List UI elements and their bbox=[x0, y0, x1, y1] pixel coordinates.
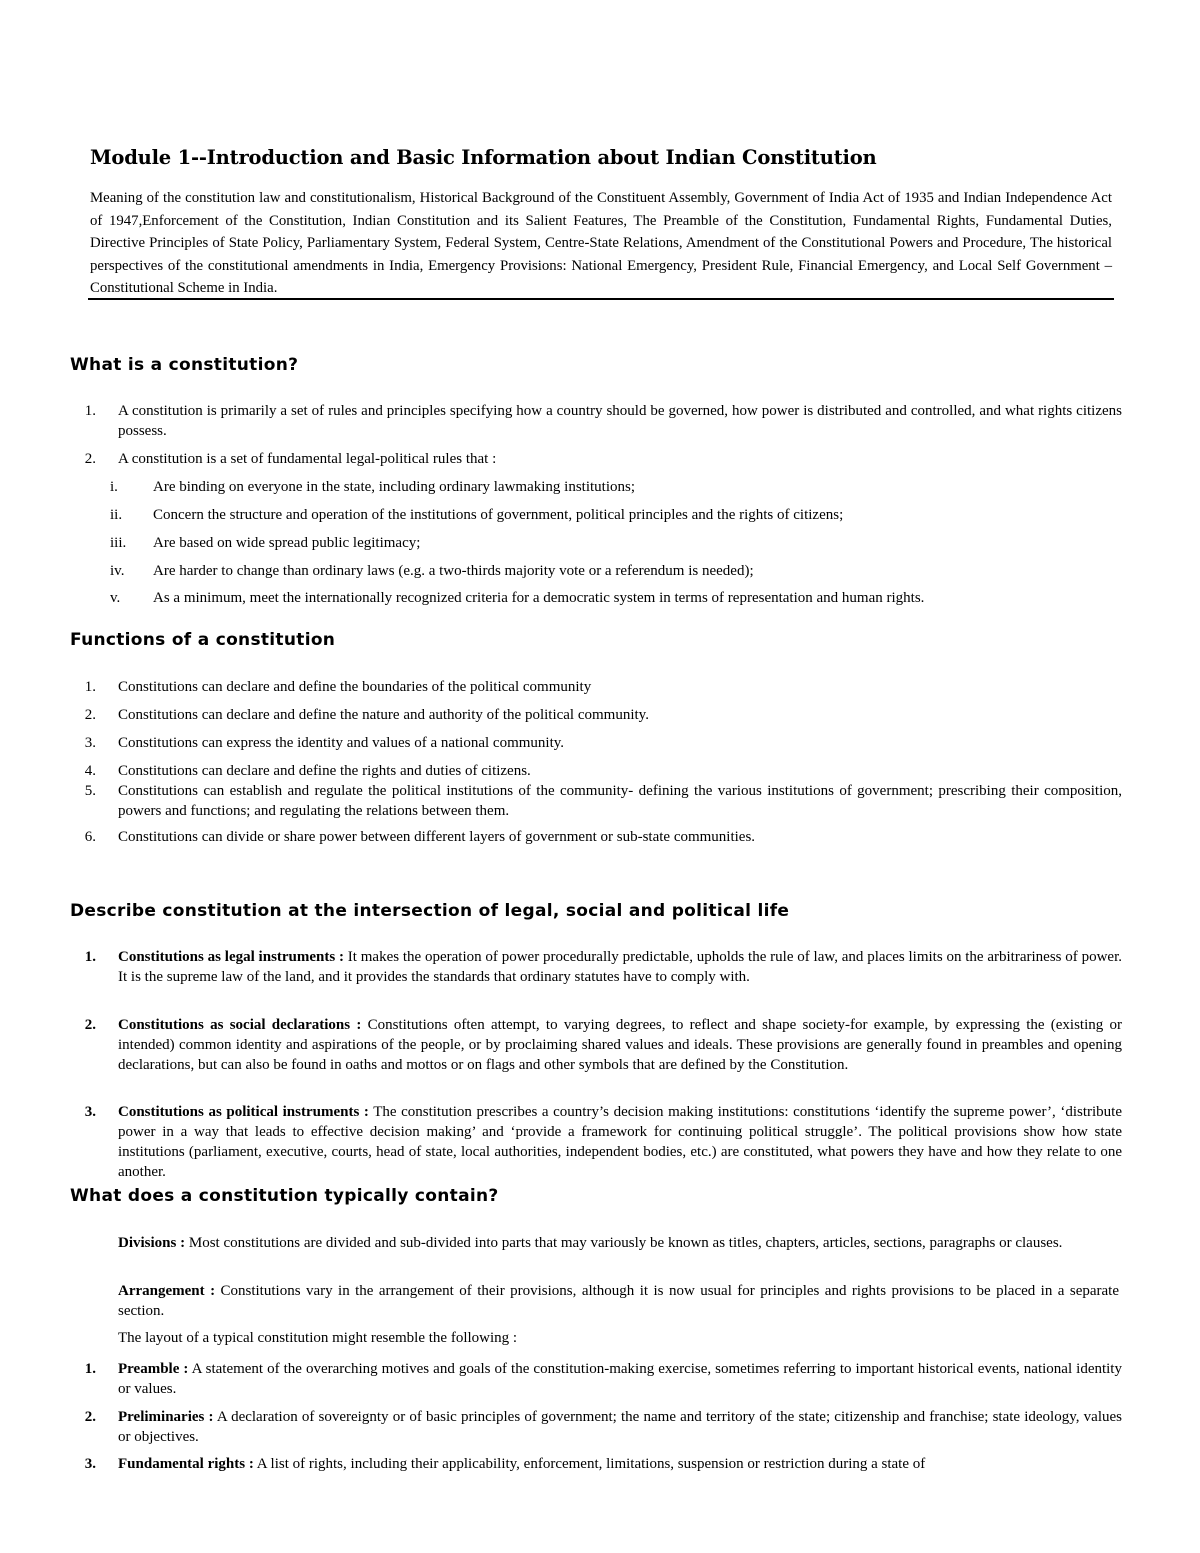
sub-list-number: ii. bbox=[110, 507, 123, 523]
list-text bbox=[118, 947, 1122, 987]
list-number: 1. bbox=[84, 949, 96, 965]
list-text bbox=[118, 1407, 1122, 1447]
list-number: 3. bbox=[84, 1456, 96, 1472]
list-number: 4. bbox=[84, 763, 96, 779]
list-number: 2. bbox=[84, 451, 96, 467]
list-item bbox=[70, 827, 1122, 847]
list-item bbox=[70, 401, 1122, 441]
list-text bbox=[118, 1359, 1122, 1399]
list-item bbox=[70, 781, 1122, 821]
divisions-term: Divisions : bbox=[118, 1235, 186, 1251]
list-item bbox=[70, 733, 1122, 753]
list-item bbox=[70, 1359, 1122, 1399]
sub-list-number: i. bbox=[110, 479, 118, 495]
sub-list-text: Concern the structure and operation of the institutions of government, political principles and the rights of citizens; bbox=[153, 507, 844, 523]
list-number: 2. bbox=[84, 707, 96, 723]
sub-list-number: iii. bbox=[110, 535, 127, 551]
sub-list-text: Are binding on everyone in the state, including ordinary lawmaking institutions; bbox=[153, 479, 635, 495]
list-term: Preamble : bbox=[118, 1361, 189, 1377]
list-number: 2. bbox=[84, 1409, 96, 1425]
list-body: A declaration of sovereignty or of basic principles of government; the name and territory of the state; citizenship and franchise; state ideology, values or objectives. bbox=[118, 1409, 1122, 1445]
list-term: Constitutions as social declarations : bbox=[118, 1017, 362, 1033]
list-item bbox=[70, 1407, 1122, 1447]
sub-list-item bbox=[110, 477, 1110, 497]
list-text: A constitution is primarily a set of rules and principles specifying how a country should be governed, how power is distributed and controlled, and what rights citizens possess. bbox=[118, 403, 1122, 439]
list-number: 3. bbox=[84, 735, 96, 751]
list-body: A list of rights, including their applicability, enforcement, limitations, suspension or restriction during a state of bbox=[253, 1456, 926, 1472]
arrangement-paragraph bbox=[118, 1281, 1119, 1321]
list-term: Fundamental rights : bbox=[118, 1456, 254, 1472]
list-item bbox=[70, 1454, 1122, 1474]
sub-list-item bbox=[110, 588, 1110, 628]
list-term: Constitutions as political instruments : bbox=[118, 1104, 369, 1120]
list-number: 2. bbox=[84, 1017, 96, 1033]
list-item bbox=[70, 1102, 1122, 1182]
list-item bbox=[70, 449, 1122, 469]
list-text: Constitutions can declare and define the rights and duties of citizens. bbox=[118, 763, 531, 779]
sub-list-item bbox=[110, 505, 1110, 525]
list-number: 1. bbox=[84, 1361, 96, 1377]
sub-list-number: iv. bbox=[110, 563, 125, 579]
horizontal-rule bbox=[88, 298, 1114, 300]
list-text: A constitution is a set of fundamental legal-political rules that : bbox=[118, 451, 497, 467]
sub-list-item bbox=[110, 533, 1110, 553]
list-text: Constitutions can express the identity and values of a national community. bbox=[118, 735, 565, 751]
layout-intro: The layout of a typical constitution might resemble the following : bbox=[118, 1330, 518, 1346]
list-item bbox=[70, 705, 1122, 725]
list-item bbox=[70, 677, 1122, 697]
list-item bbox=[70, 761, 1122, 781]
syllabus-paragraph: Meaning of the constitution law and constitutionalism, Historical Background of the Constituent Assembly, Government of India Act of 1935 and Indian Independence Act of 1947,Enforcement of the Constitution, Indian Constitution and its Salient Features, The Preamble of the Constitution, Fundamental Rights, Fundamental Duties, Directive Principles of State Policy, Parliamentary System, Federal System, Centre-State Relations, Amendment of the Constitutional Powers and Procedure, The historical perspectives of the constitutional amendments in India, Emergency Provisions: National Emergency, President Rule, Financial Emergency, and Local Self Government – Constitutional Scheme in India. bbox=[90, 190, 1112, 296]
list-text: Constitutions can declare and define the boundaries of the political community bbox=[118, 679, 592, 695]
sub-list-text: Are based on wide spread public legitimacy; bbox=[153, 535, 421, 551]
list-body: It makes the operation of power procedurally predictable, upholds the rule of law, and places limits on the arbitrariness of power. It is the supreme law of the land, and it provides the standards that ordinary statutes have to comply with. bbox=[118, 949, 1122, 985]
list-term: Constitutions as legal instruments : bbox=[118, 949, 345, 965]
arrangement-text: Constitutions vary in the arrangement of their provisions, although it is now usual for principles and rights provisions to be placed in a separate section. bbox=[118, 1283, 1120, 1319]
list-body: Constitutions often attempt, to varying degrees, to reflect and shape society-for example, by expressing the (existing or intended) common identity and aspirations of the people, or by proclaiming shared values and ideals. These provisions are generally found in preambles and opening declarations, but can also be found in oaths and mottos or on flags and other symbols that are defined by the Constitution. bbox=[118, 1017, 1123, 1073]
sub-list-item bbox=[110, 561, 1110, 581]
list-body: The constitution prescribes a country’s decision making institutions: constitutions ‘identify the supreme power’, ‘distribute power in a way that leads to effective decision making’ and ‘provide a framework for continuing political struggle’. The political provisions show how state institutions (parliament, executive, courts, head of state, local authorities, independent bodies, etc.) are constituted, what powers they have and how they relate to one another. bbox=[118, 1104, 1122, 1180]
list-text: Constitutions can establish and regulate the political institutions of the community- defining the various institutions of government; prescribing their composition, powers and functions; and regulating the relations between them. bbox=[118, 783, 1122, 819]
list-number: 1. bbox=[84, 403, 96, 419]
heading-functions: Functions of a constitution bbox=[70, 630, 336, 650]
list-number: 1. bbox=[84, 679, 96, 695]
list-body: A statement of the overarching motives and goals of the constitution-making exercise, sometimes referring to important historical events, national identity or values. bbox=[118, 1361, 1122, 1397]
heading-typically-contain: What does a constitution typically contain? bbox=[70, 1186, 499, 1206]
divisions-text: Most constitutions are divided and sub-divided into parts that may variously be known as titles, chapters, articles, sections, paragraphs or clauses. bbox=[185, 1235, 1063, 1251]
divisions-paragraph bbox=[118, 1233, 1119, 1253]
list-number: 3. bbox=[84, 1104, 96, 1120]
heading-what-is-constitution: What is a constitution? bbox=[70, 355, 299, 375]
list-item bbox=[70, 1015, 1122, 1095]
list-text: Constitutions can divide or share power between different layers of government or sub-state communities. bbox=[118, 829, 756, 845]
arrangement-term: Arrangement : bbox=[118, 1283, 216, 1299]
list-number: 6. bbox=[84, 829, 96, 845]
list-text bbox=[118, 1454, 1122, 1474]
module-title: Module 1--Introduction and Basic Information about Indian Constitution bbox=[90, 146, 877, 169]
sub-list-text: As a minimum, meet the internationally recognized criteria for a democratic system in terms of representation and human rights. bbox=[153, 590, 925, 606]
sub-list-number: v. bbox=[110, 590, 121, 606]
list-number: 5. bbox=[84, 783, 96, 799]
sub-list-text: Are harder to change than ordinary laws (e.g. a two-thirds majority vote or a referendum is needed); bbox=[153, 563, 754, 579]
list-term: Preliminaries : bbox=[118, 1409, 214, 1425]
heading-intersection: Describe constitution at the intersection of legal, social and political life bbox=[70, 901, 790, 921]
list-text bbox=[118, 1015, 1122, 1075]
list-text: Constitutions can declare and define the nature and authority of the political community. bbox=[118, 707, 649, 723]
list-text bbox=[118, 1102, 1122, 1182]
list-item bbox=[70, 947, 1122, 1007]
